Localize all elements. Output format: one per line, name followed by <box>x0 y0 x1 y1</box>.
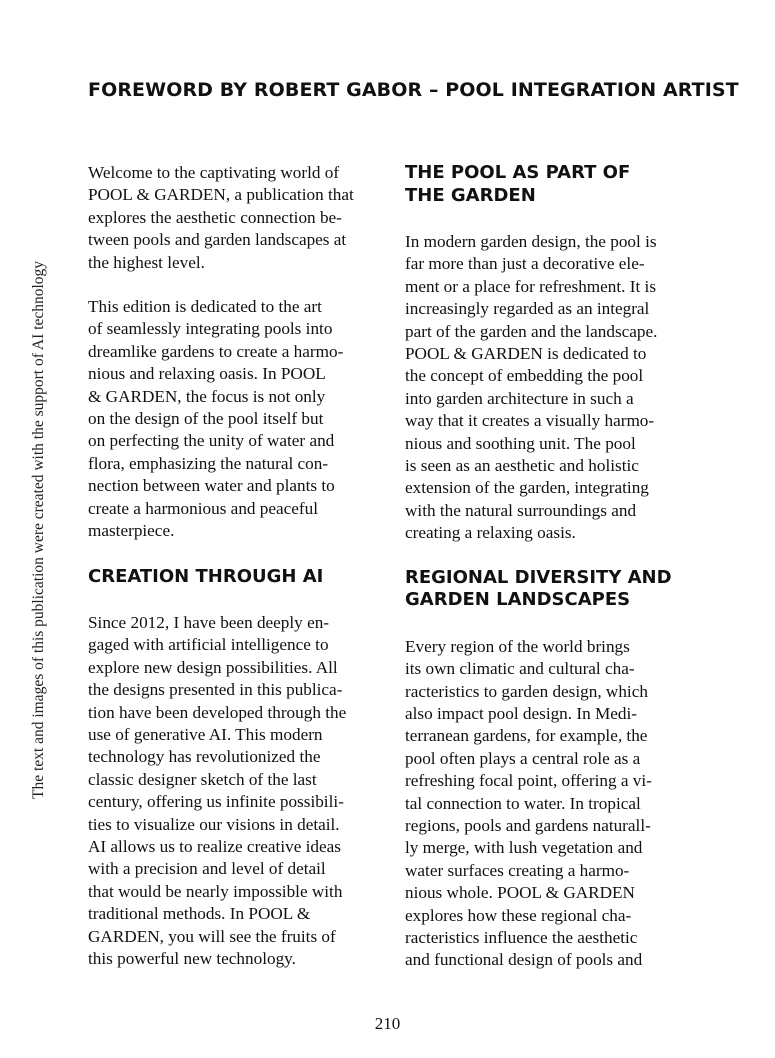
pool-paragraph <box>405 231 695 545</box>
ai-paragraph <box>88 612 374 971</box>
text-line: nection between water and plants to <box>88 476 335 496</box>
text-line: racteristics to garden design, which <box>405 681 648 701</box>
regional-paragraph <box>405 636 695 972</box>
text-line: on the design of the pool itself but <box>88 409 324 429</box>
text-line: traditional methods. In POOL & <box>88 904 311 924</box>
edition-paragraph <box>88 296 374 542</box>
text-line: creating a relaxing oasis. <box>405 523 576 543</box>
text-line: tween pools and garden landscapes at <box>88 230 347 250</box>
text-line: AI allows us to realize creative ideas <box>88 837 341 857</box>
page-number: 210 <box>374 1014 401 1033</box>
text-line: classic designer sketch of the last <box>88 769 317 789</box>
text-line: far more than just a decorative ele- <box>405 254 645 274</box>
text-line: the designs presented in this publica- <box>88 680 343 700</box>
text-line: with the natural surroundings and <box>405 500 637 520</box>
text-line: GARDEN LANDSCAPES <box>405 589 631 611</box>
page-title: FOREWORD BY ROBERT GABOR – POOL INTEGRATION ARTIST <box>88 79 739 101</box>
text-line: extension of the garden, integrating <box>405 478 649 498</box>
text-line: THE GARDEN <box>405 184 536 206</box>
text-line: with a precision and level of detail <box>88 859 326 879</box>
text-line: In modern garden design, the pool is <box>405 232 657 251</box>
text-line: & GARDEN, the focus is not only <box>88 386 326 406</box>
text-line: also impact pool design. In Medi- <box>405 703 637 723</box>
right-column <box>405 162 695 972</box>
text-line: the highest level. <box>88 252 205 272</box>
text-line: tal connection to water. In tropical <box>405 793 641 813</box>
regional-section-heading <box>405 567 695 612</box>
text-line: POOL & GARDEN is dedicated to <box>405 344 647 364</box>
text-line: POOL & GARDEN, a publication that <box>88 185 354 205</box>
intro-paragraph <box>88 162 374 274</box>
text-line: regions, pools and gardens naturall- <box>405 815 651 835</box>
text-line: racteristics influence the aesthetic <box>405 927 638 947</box>
text-line: on perfecting the unity of water and <box>88 431 335 451</box>
text-line: into garden architecture in such a <box>405 388 634 408</box>
text-line: technology has revolutionized the <box>88 747 321 767</box>
text-line: refreshing focal point, offering a vi- <box>405 771 652 791</box>
text-line: part of the garden and the landscape. <box>405 321 658 341</box>
text-line: ties to visualize our visions in detail. <box>88 814 340 834</box>
text-line: create a harmonious and peaceful <box>88 498 319 518</box>
text-line: that would be nearly impossible with <box>88 881 343 901</box>
text-line: pool often plays a central role as a <box>405 748 641 768</box>
text-line: this powerful new technology. <box>88 949 296 969</box>
left-column <box>88 162 374 971</box>
text-line: and functional design of pools and <box>405 950 643 970</box>
text-line: Welcome to the captivating world of <box>88 163 340 182</box>
text-line: explore new design possibilities. All <box>88 657 338 677</box>
text-line: of seamlessly integrating pools into <box>88 319 333 339</box>
text-line: gaged with artificial intelligence to <box>88 635 329 655</box>
text-line: terranean gardens, for example, the <box>405 726 648 746</box>
text-line: GARDEN, you will see the fruits of <box>88 926 336 946</box>
text-line: increasingly regarded as an integral <box>405 299 650 319</box>
text-line: nious whole. POOL & GARDEN <box>405 883 635 903</box>
text-line: ment or a place for refreshment. It is <box>405 276 657 296</box>
ai-section-heading: CREATION THROUGH AI <box>88 565 324 587</box>
text-line: Every region of the world brings <box>405 636 630 656</box>
text-line: use of generative AI. This modern <box>88 725 323 745</box>
text-line: is seen as an aesthetic and holistic <box>405 456 639 476</box>
ai-disclaimer-vertical: The text and images of this publication were created with the support of AI technology <box>30 260 47 800</box>
text-line: nious and relaxing oasis. In POOL <box>88 364 326 384</box>
text-line: explores the aesthetic connection be- <box>88 207 342 227</box>
text-line: Since 2012, I have been deeply en- <box>88 613 330 632</box>
text-line: flora, emphasizing the natural con- <box>88 453 329 473</box>
text-line: the concept of embedding the pool <box>405 366 644 386</box>
text-line: This edition is dedicated to the art <box>88 297 322 317</box>
text-line: way that it creates a visually harmo- <box>405 411 655 431</box>
text-line: century, offering us infinite possibili- <box>88 792 344 812</box>
text-line: REGIONAL DIVERSITY AND <box>405 566 672 588</box>
text-line: THE POOL AS PART OF <box>405 162 631 183</box>
text-line: nious and soothing unit. The pool <box>405 433 636 453</box>
text-line: its own climatic and cultural cha- <box>405 659 635 679</box>
text-line: masterpiece. <box>88 521 175 541</box>
text-line: dreamlike gardens to create a harmo- <box>88 341 344 361</box>
pool-section-heading <box>405 162 695 207</box>
text-line: explores how these regional cha- <box>405 905 632 925</box>
text-line: water surfaces creating a harmo- <box>405 860 630 880</box>
text-line: ly merge, with lush vegetation and <box>405 838 643 858</box>
text-line: tion have been developed through the <box>88 702 347 722</box>
